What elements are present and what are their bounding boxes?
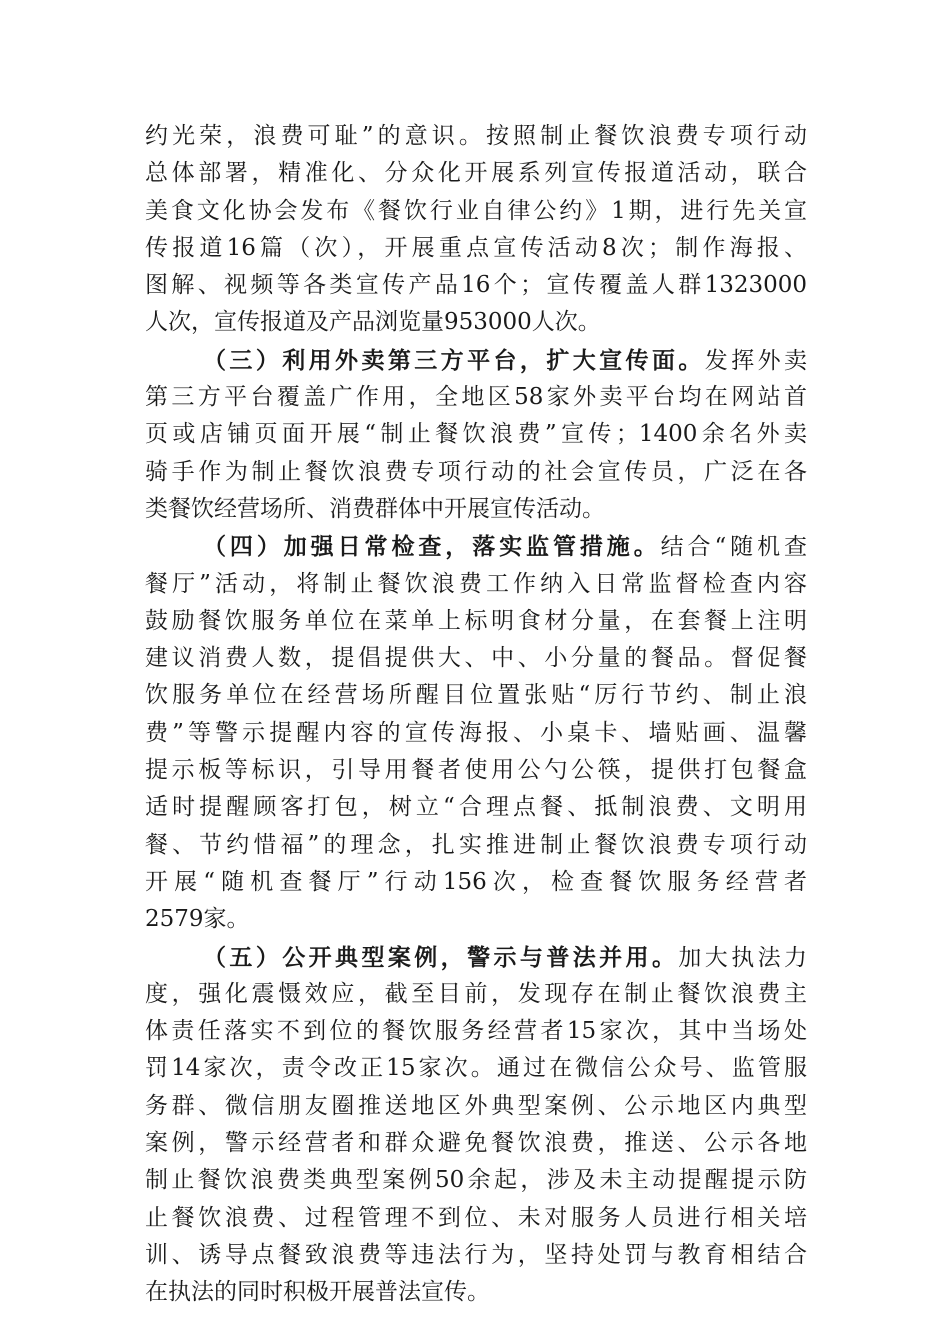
paragraph-line: 骑手作为制止餐饮浪费专项行动的社会宣传员，广泛在各	[145, 458, 807, 485]
paragraph-line: 案例，警示经营者和群众避免餐饮浪费，推送、公示各地	[145, 1130, 807, 1157]
section-5-paragraph	[145, 939, 807, 1312]
paragraph-line: 传报道16篇（次），开展重点宣传活动8次；制作海报、	[145, 234, 807, 261]
paragraph-line: 训、诱导点餐致浪费等违法行为，坚持处罚与教育相结合	[145, 1241, 807, 1268]
section-4-heading: （四）加强日常检查，落实监管措施。	[203, 533, 661, 561]
section-5-first-line	[145, 939, 807, 976]
paragraph-line: 人次，宣传报道及产品浏览量953000人次。	[145, 309, 601, 336]
paragraph-line: 建议消费人数，提倡提供大、中、小分量的餐品。督促餐	[145, 645, 807, 672]
paragraph-line: 务群、微信朋友圈推送地区外典型案例、公示地区内典型	[145, 1092, 807, 1119]
paragraph-line: 2579家。	[145, 906, 250, 933]
paragraph-line: 适时提醒顾客打包，树立“合理点餐、抵制浪费、文明用	[145, 794, 807, 821]
section-5-first-line-text: 加大执法力	[678, 944, 807, 971]
paragraph-line: 餐、节约惜福”的理念，扎实推进制止餐饮浪费专项行动	[145, 831, 807, 858]
paragraph-line: 鼓励餐饮服务单位在菜单上标明食材分量，在套餐上注明	[145, 607, 807, 634]
paragraph-line: 第三方平台覆盖广作用，全地区58家外卖平台均在网站首	[145, 384, 807, 411]
paragraph-line: 制止餐饮浪费类典型案例50余起，涉及未主动提醒提示防	[145, 1167, 807, 1194]
section-5-heading: （五）公开典型案例，警示与普法并用。	[203, 943, 679, 971]
paragraph-line: 总体部署，精准化、分众化开展系列宣传报道活动，联合	[145, 160, 807, 187]
paragraph-line: 度，强化震慑效应，截至目前，发现存在制止餐饮浪费主	[145, 980, 807, 1007]
paragraph-line: 页或店铺页面开展“制止餐饮浪费”宣传；1400余名外卖	[145, 421, 807, 448]
paragraph-line: 开展“随机查餐厅”行动156次，检查餐饮服务经营者	[145, 868, 807, 895]
paragraph-line: 罚14家次，责令改正15家次。通过在微信公众号、监管服	[145, 1055, 807, 1082]
paragraph-line: 饮服务单位在经营场所醒目位置张贴“厉行节约、制止浪	[145, 682, 807, 709]
paragraph-line: 止餐饮浪费、过程管理不到位、未对服务人员进行相关培	[145, 1204, 807, 1231]
paragraph-line: 提示板等标识，引导用餐者使用公勺公筷，提供打包餐盒	[145, 757, 807, 784]
section-3-first-line-text: 发挥外卖	[704, 347, 807, 374]
section-3-heading: （三）利用外卖第三方平台，扩大宣传面。	[203, 346, 705, 374]
intro-paragraph	[145, 118, 807, 342]
section-4-first-line-text: 结合“随机查	[660, 534, 807, 561]
paragraph-line: 图解、视频等各类宣传产品16个；宣传覆盖人群1323000	[145, 272, 807, 299]
paragraph-line: 在执法的同时积极开展普法宣传。	[145, 1279, 490, 1306]
paragraph-line: 类餐饮经营场所、消费群体中开展宣传活动。	[145, 495, 605, 522]
paragraph-line: 餐厅”活动，将制止餐饮浪费工作纳入日常监督检查内容	[145, 570, 807, 597]
paragraph-line: 费”等警示提醒内容的宣传海报、小桌卡、墙贴画、温馨	[145, 719, 807, 746]
section-4-first-line	[145, 528, 807, 565]
document-body	[145, 118, 807, 1312]
section-4-paragraph	[145, 528, 807, 938]
section-3-first-line	[145, 342, 807, 379]
section-3-paragraph	[145, 342, 807, 528]
paragraph-line: 约光荣，浪费可耻”的意识。按照制止餐饮浪费专项行动	[145, 123, 807, 149]
paragraph-line: 美食文化协会发布《餐饮行业自律公约》1期，进行先关宣	[145, 197, 807, 224]
paragraph-line: 体责任落实不到位的餐饮服务经营者15家次，其中当场处	[145, 1018, 807, 1045]
